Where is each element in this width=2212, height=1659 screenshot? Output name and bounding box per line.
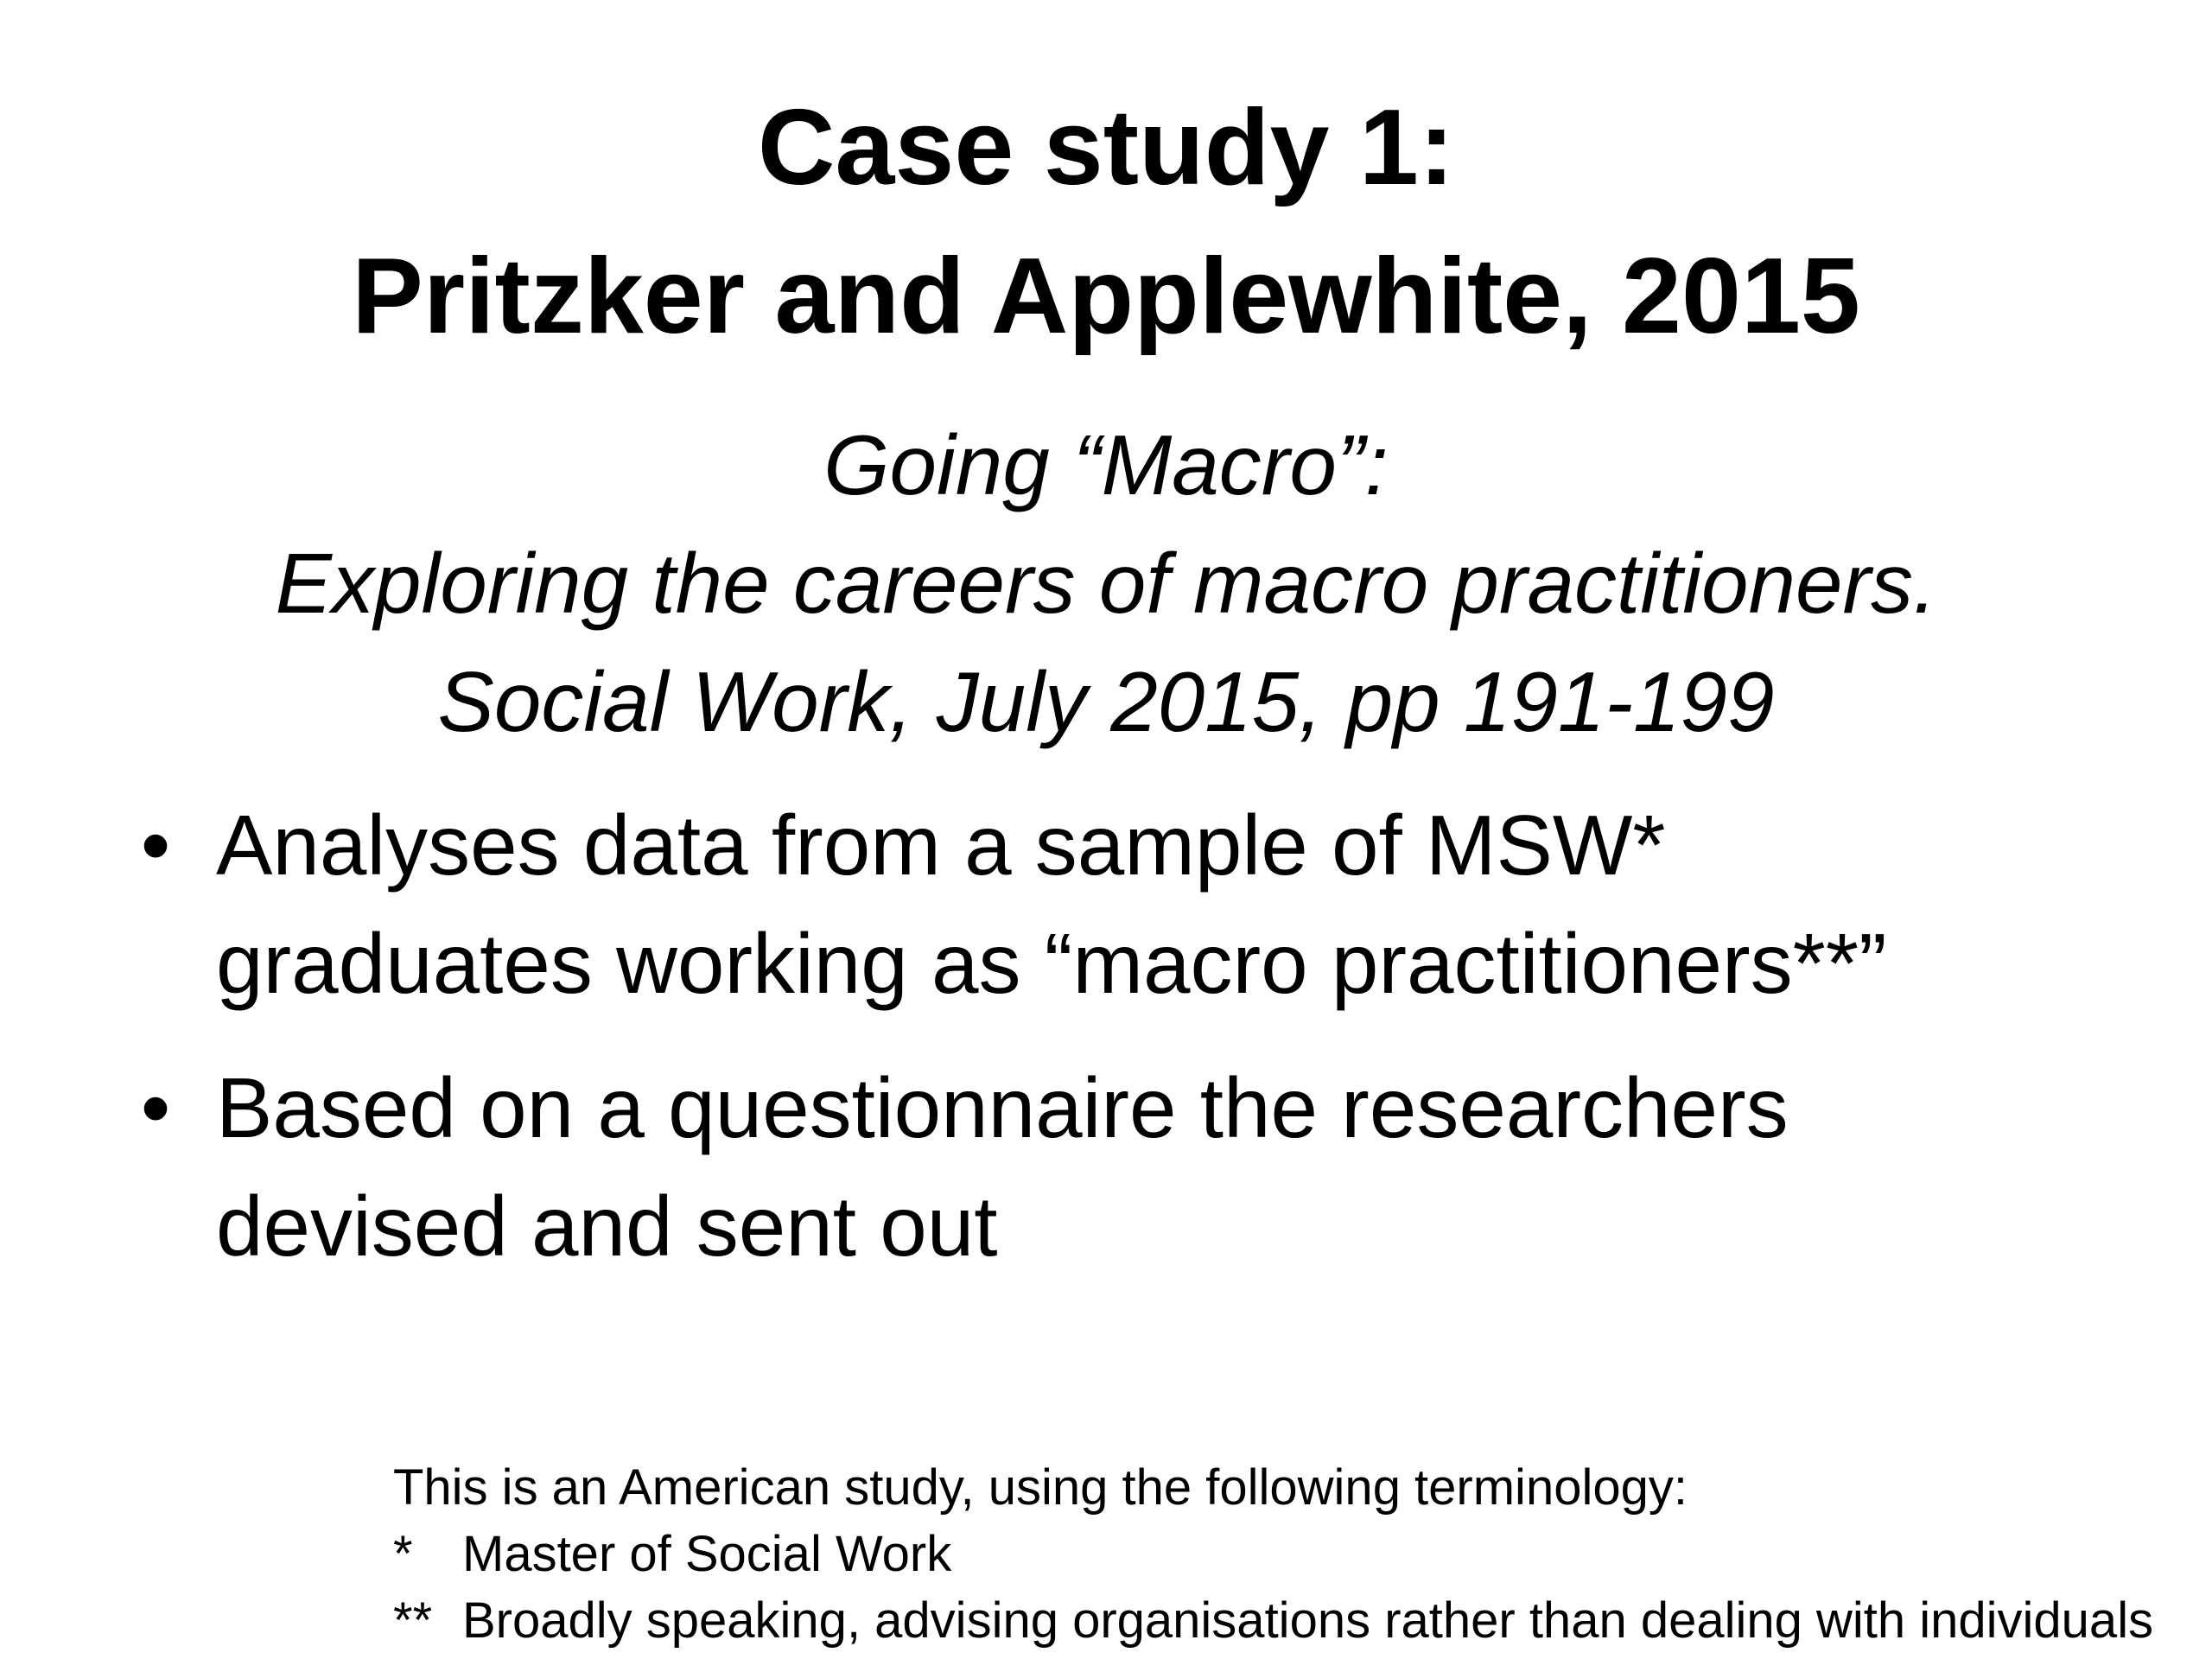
footnote-item xyxy=(393,1521,2153,1587)
footnote xyxy=(393,1454,2153,1654)
bullet-line: Analyses data from a sample of MSW* xyxy=(216,798,1666,893)
citation-line-2: Exploring the careers of macro practitioners. xyxy=(275,536,1937,631)
slide-title xyxy=(0,73,2212,371)
bullet-line: Based on a questionnaire the researchers xyxy=(216,1060,1789,1155)
footnote-text: Master of Social Work xyxy=(462,1526,952,1582)
footnote-mark: ** xyxy=(393,1592,433,1649)
title-line-2: Pritzker and Applewhite, 2015 xyxy=(352,237,1860,356)
footnote-text: Broadly speaking, advising organisations rather than dealing with individuals xyxy=(462,1592,2154,1649)
bullet-text xyxy=(216,1049,2117,1286)
footnote-intro: This is an American study, using the following terminology: xyxy=(393,1459,1688,1516)
footnote-item xyxy=(393,1587,2153,1654)
citation-line-1: Going “Macro”: xyxy=(823,417,1389,512)
bullet-item xyxy=(130,786,2117,1023)
bullet-line: graduates working as “macro practitioners**” xyxy=(216,916,1887,1011)
footnote-mark: * xyxy=(393,1526,413,1582)
title-line-1: Case study 1: xyxy=(757,88,1455,207)
bullet-line: devised and sent out xyxy=(216,1179,998,1274)
bullet-text xyxy=(216,786,2117,1023)
bullet-marker: • xyxy=(140,1060,171,1155)
citation xyxy=(0,406,2212,761)
bullet-list xyxy=(130,786,2117,1312)
bullet-item xyxy=(130,1049,2117,1286)
citation-line-3: Social Work, July 2015, pp 191-199 xyxy=(437,654,1775,749)
bullet-marker: • xyxy=(140,798,171,893)
